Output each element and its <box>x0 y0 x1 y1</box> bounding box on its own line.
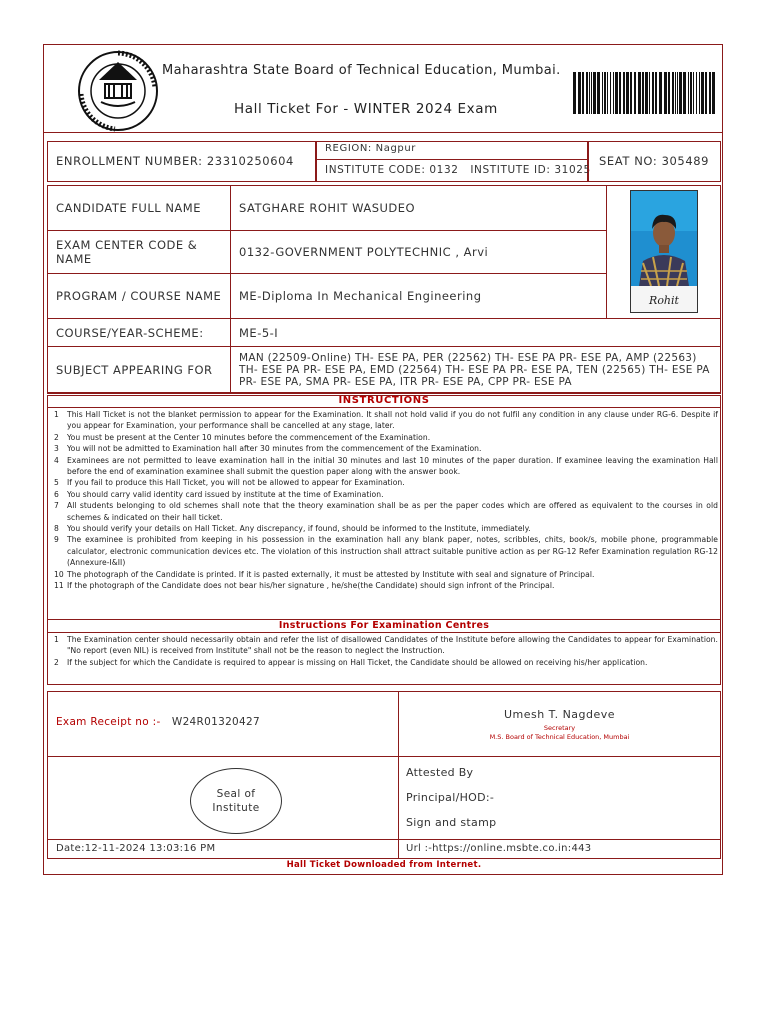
barcode-bar <box>675 72 676 114</box>
list-item-text: The Examination center should necessarily obtain and refer the list of disallowed Candidates of the Institute before allowing the Candidates to appear for Examination. "No report (even NIL) is received from Institute" shall not be the reason to neglect the Instruction. <box>67 635 718 656</box>
list-item-text: This Hall Ticket is not the blanket permission to appear for the Examination. It shall not hold valid if you do not fulfil any condition in any clause under RG-6. Despite if you appear for Examination, your performance shall be cancelled at any stage, later. <box>67 410 718 431</box>
instructions-title: INSTRUCTIONS <box>338 395 430 406</box>
list-item-text: If you fail to produce this Hall Ticket, you will not be allowed to appear for Examination. <box>67 478 405 488</box>
ticket-title: Hall Ticket For - WINTER 2024 Exam <box>234 101 498 117</box>
barcode-bar <box>615 72 618 114</box>
barcode-bar <box>593 72 596 114</box>
value-exam-center: 0132-GOVERNMENT POLYTECHNIC , Arvi <box>231 231 607 274</box>
list-item-number: 8 <box>54 524 59 534</box>
barcode-bar <box>683 72 686 114</box>
value-program: ME-Diploma In Mechanical Engineering <box>231 274 607 319</box>
label-candidate-name: CANDIDATE FULL NAME <box>48 186 231 231</box>
barcode-bar <box>688 72 689 114</box>
list-item <box>54 489 718 500</box>
barcode-bar <box>619 72 621 114</box>
barcode-bar <box>659 72 662 114</box>
attested-by: Attested By <box>406 766 474 779</box>
barcode-bar <box>693 72 694 114</box>
candidate-table-wide <box>47 318 721 394</box>
list-item <box>54 477 718 488</box>
barcode-bar <box>626 72 629 114</box>
list-item <box>54 443 718 454</box>
barcode-bar <box>655 72 657 114</box>
table-row <box>48 347 721 394</box>
list-item-text: The photograph of the Candidate is printed. If it is pasted externally, it must be attested by Institute with seal and signature of Principal. <box>67 569 595 579</box>
seal-of-institute <box>190 768 282 834</box>
seat-number: SEAT NO: 305489 <box>599 154 710 168</box>
list-item-number: 10 <box>54 569 64 579</box>
centre-instructions-title: Instructions For Examination Centres <box>278 620 490 631</box>
barcode-bar <box>634 72 636 114</box>
list-item-text: You must be present at the Center 10 minutes before the commencement of the Examination. <box>67 432 431 442</box>
barcode-bar <box>696 72 697 114</box>
barcode-bar <box>610 72 611 114</box>
list-item-text: All students belonging to old schemes shall note that the theory examination shall be as per the paper codes which are offered as equivalent to the courses in old schemes & indicated on their hall ticket. <box>67 501 718 522</box>
region-box <box>316 141 591 182</box>
barcode-bar <box>582 72 584 114</box>
list-item-text: The examinee is prohibited from keeping in his possession in the examination hall any blank paper, notes, scribbles, chits, book/s, mobile phone, programmable calculator, electronic communication devices etc. The violation of this instruction shall attract suitable punitive action as per RG-12 Refer Examination regulation RG-12 (Annexure-I&II) <box>67 535 718 568</box>
barcode-bar <box>652 72 654 114</box>
barcode-bar <box>597 72 600 114</box>
enrollment-number: ENROLLMENT NUMBER: 23310250604 <box>56 154 294 168</box>
list-item-number: 2 <box>54 432 59 442</box>
list-item <box>54 409 718 432</box>
institute-code: INSTITUTE CODE: 0132 INSTITUTE ID: 31025 <box>325 164 591 176</box>
centre-instructions-list <box>54 634 718 668</box>
secretary-board: M.S. Board of Technical Education, Mumbai <box>489 733 630 741</box>
list-item-number: 1 <box>54 635 59 644</box>
barcode-bar <box>690 72 692 114</box>
barcode <box>572 72 718 114</box>
list-item <box>54 657 718 668</box>
seal-text: Seal of Institute <box>212 788 260 814</box>
list-item-number: 7 <box>54 501 59 511</box>
list-item-number: 5 <box>54 478 59 488</box>
list-item-text: If the subject for which the Candidate is required to appear is missing on Hall Ticket, the Candidate should be allowed on receiving his/her application. <box>67 657 648 667</box>
barcode-bar <box>664 72 667 114</box>
value-candidate-name: SATGHARE ROHIT WASUDEO <box>231 186 607 231</box>
barcode-bar <box>668 72 670 114</box>
candidate-photo <box>630 190 698 313</box>
enrollment-box <box>47 141 316 182</box>
barcode-bar <box>623 72 625 114</box>
list-item <box>54 432 718 443</box>
barcode-bar <box>677 72 678 114</box>
barcode-bar <box>701 72 704 114</box>
list-item <box>54 523 718 534</box>
barcode-bar <box>638 72 641 114</box>
table-row <box>48 186 607 231</box>
barcode-bar <box>699 72 700 114</box>
list-item-text: You should verify your details on Hall Ticket. Any discrepancy, if found, should be informed to the Institute, immediately. <box>67 524 531 534</box>
candidate-table <box>47 185 607 319</box>
receipt-label: Exam Receipt no :- <box>56 716 161 728</box>
list-item-number: 1 <box>54 410 59 419</box>
barcode-bar <box>679 72 682 114</box>
list-item-number: 9 <box>54 535 59 545</box>
list-item-number: 2 <box>54 657 59 667</box>
barcode-bar <box>573 72 576 114</box>
list-item-number: 11 <box>54 581 64 591</box>
seat-box <box>588 141 721 182</box>
value-subjects: MAN (22509-Online) TH- ESE PA, PER (22562) TH- ESE PA PR- ESE PA, AMP (22563) TH- ESE PA PR- ESE PA, EMD (22564) TH- ESE PA PR- ESE PA, TEN (22565) TH- ESE PA PR- ESE PA, SMA PR- ESE PA, ITR PR- ESE PA, CPP PR- ESE PA <box>231 347 721 394</box>
barcode-bar <box>604 72 606 114</box>
barcode-bar <box>591 72 592 114</box>
label-exam-center: EXAM CENTER CODE & NAME <box>48 231 231 274</box>
list-item-number: 4 <box>54 455 59 465</box>
label-program: PROGRAM / COURSE NAME <box>48 274 231 319</box>
secretary-title: Secretary <box>543 724 576 732</box>
board-name: Maharashtra State Board of Technical Education, Mumbai. <box>162 63 561 78</box>
secretary-name: Umesh T. Nagdeve <box>503 708 616 721</box>
barcode-bar <box>712 72 715 114</box>
list-item-text: You will not be admitted to Examination hall after 30 minutes from the commencement of the Examination. <box>67 444 482 454</box>
barcode-bar <box>578 72 581 114</box>
board-logo <box>77 50 159 132</box>
barcode-bar <box>709 72 711 114</box>
download-date: Date:12-11-2024 13:03:16 PM <box>56 843 216 854</box>
list-item <box>54 569 718 580</box>
sign-and-stamp: Sign and stamp <box>406 816 497 829</box>
table-row <box>48 319 721 347</box>
instructions-list <box>54 409 718 592</box>
list-item-text: If the photograph of the Candidate does not bear his/her signature , he/she(the Candidate) should sign infront of the Principal. <box>67 581 555 591</box>
list-item-number: 6 <box>54 489 59 499</box>
table-row <box>48 231 607 274</box>
barcode-bar <box>672 72 674 114</box>
barcode-bar <box>705 72 707 114</box>
barcode-bar <box>630 72 632 114</box>
barcode-bar <box>602 72 603 114</box>
list-item <box>54 500 718 523</box>
region: REGION: Nagpur <box>325 143 417 154</box>
barcode-bar <box>589 72 590 114</box>
barcode-bar <box>586 72 588 114</box>
value-course-year: ME-5-I <box>231 319 721 347</box>
barcode-bar <box>649 72 650 114</box>
principal-hod: Principal/HOD:- <box>406 791 495 804</box>
label-subjects: SUBJECT APPEARING FOR <box>48 347 231 394</box>
receipt-value: W24R01320427 <box>171 716 260 728</box>
list-item <box>54 455 718 478</box>
download-url: Url :-https://online.msbte.co.in:443 <box>406 843 592 854</box>
barcode-bar <box>642 72 644 114</box>
list-item <box>54 580 718 591</box>
secretary-block <box>398 708 721 741</box>
list-item-text: You should carry valid identity card issued by institute at the time of Examination. <box>67 489 384 499</box>
list-item-text: Examinees are not permitted to leave examination hall in the initial 30 minutes and last 10 minutes of the paper duration. If examinee leaving the examination Hall before the end of examination examinee shall submit the question paper along with the answer book. <box>67 455 718 477</box>
exam-receipt <box>56 716 260 728</box>
header-divider <box>44 132 722 133</box>
downloaded-note: Hall Ticket Downloaded from Internet. <box>286 860 482 870</box>
signature: Rohit <box>649 294 679 307</box>
list-item <box>54 534 718 568</box>
barcode-bar <box>645 72 648 114</box>
list-item <box>54 634 718 657</box>
label-course-year: COURSE/YEAR-SCHEME: <box>48 319 231 347</box>
list-item-number: 3 <box>54 444 59 454</box>
barcode-bar <box>607 72 608 114</box>
table-row <box>48 274 607 319</box>
barcode-bar <box>613 72 614 114</box>
